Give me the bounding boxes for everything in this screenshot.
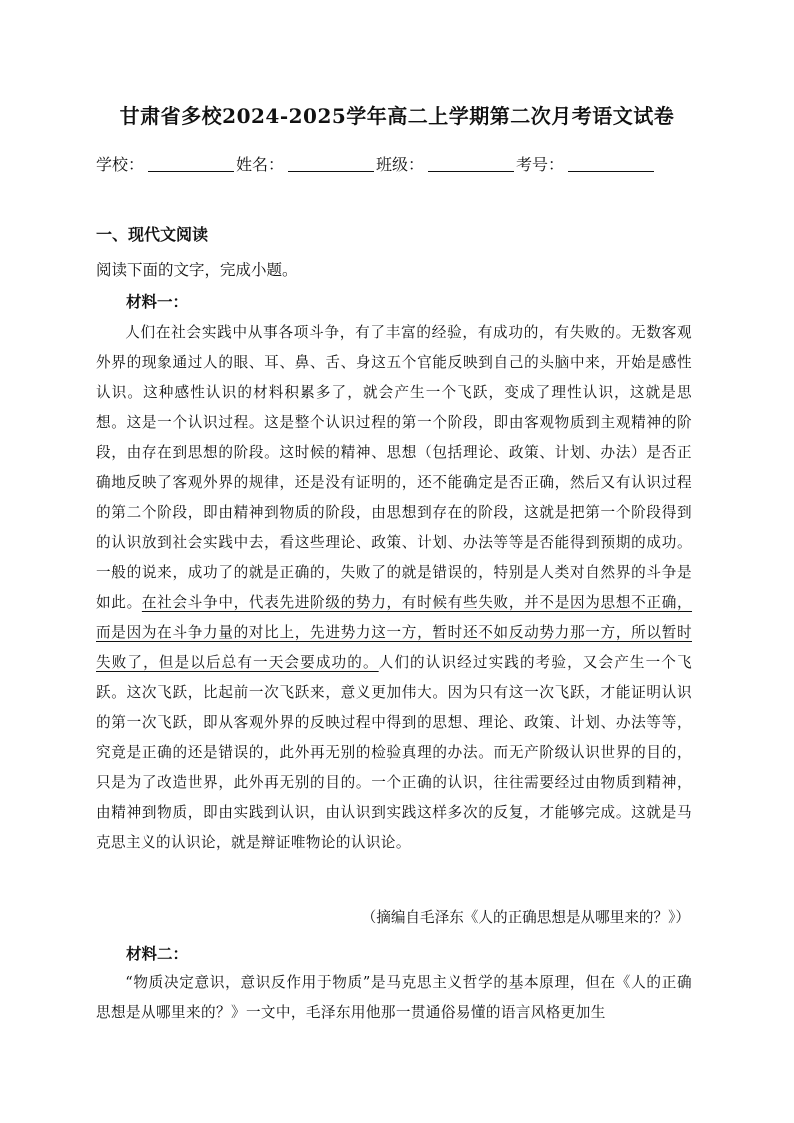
material1-underlined-text: 在社会斗争中，代表先进阶级的势力，有时候有些失败，并不是因为思想不正确，而是因为在斗争力量的对比上，先进势力这一方，暂时还不如反动势力那一方，所以暂时失败了，但是以后总有一天会要成功的。 <box>96 594 693 671</box>
exam-number-blank <box>568 157 654 172</box>
material1-text-part1: 人们在社会实践中从事各项斗争，有了丰富的经验，有成功的，有失败的。无数客观外界的现象通过人的眼、耳、鼻、舌、身这五个官能反映到自己的头脑中来，开始是感性认识。这种感性认识的材料积累多了，就会产生一个飞跃，变成了理性认识，这就是思想。这是一个认识过程。这是整个认识过程的第一个阶段，即由客观物质到主观精神的阶段，由存在到思想的阶段。这时候的精神、思想（包括理论、政策、计划、办法）是否正确地反映了客观外界的规律，还是没有证明的，还不能确定是否正确，然后又有认识过程的第二个阶段，即由精神到物质的阶段，由思想到存在的阶段，这就是把第一个阶段得到的认识放到社会实践中去，看这些理论、政策、计划、办法等等是否能得到预期的成功。一般的说来，成功了的就是正确的，失败了的就是错误的，特别是人类对自然界的斗争是如此。 <box>96 324 692 611</box>
material2-label: 材料二： <box>126 944 189 963</box>
class-label: 班级： <box>376 155 425 174</box>
school-blank <box>148 157 234 172</box>
section-heading: 一、现代文阅读 <box>96 225 209 244</box>
material1-label: 材料一： <box>126 292 189 311</box>
student-info-row <box>96 152 716 175</box>
name-label: 姓名： <box>236 155 285 174</box>
material2-text: “物质决定意识，意识反作用于物质”是马克思主义哲学的基本原理，但在《人的正确思想是从哪里来的？》一文中，毛泽东用他那一贯通俗易懂的语言风格更加生 <box>96 974 692 1021</box>
material1-source: （摘编自毛泽东《人的正确思想是从哪里来的？》） <box>361 909 690 926</box>
material1-text <box>96 318 692 858</box>
exam-number-label: 考号： <box>516 155 565 174</box>
material1-text-part2: 人们的认识经过实践的考验，又会产生一个飞跃。这次飞跃，比起前一次飞跃来，意义更加伟大。因为只有这一次飞跃，才能证明认识的第一次飞跃，即从客观外界的反映过程中得到的思想、理论、政策、计划、办法等等，究竟是正确的还是错误的，此外再无别的检验真理的办法。而无产阶级认识世界的目的，只是为了改造世界，此外再无别的目的。一个正确的认识，往往需要经过由物质到精神，由精神到物质，即由实践到认识，由认识到实践这样多次的反复，才能够完成。这就是马克思主义的认识论，就是辩证唯物论的认识论。 <box>96 654 692 851</box>
name-blank <box>288 157 374 172</box>
exam-title: 甘肃省多校2024-2025学年高二上学期第二次月考语文试卷 <box>119 104 675 128</box>
class-blank <box>428 157 514 172</box>
school-label: 学校： <box>96 155 145 174</box>
reading-instruction: 阅读下面的文字，完成小题。 <box>96 261 298 279</box>
